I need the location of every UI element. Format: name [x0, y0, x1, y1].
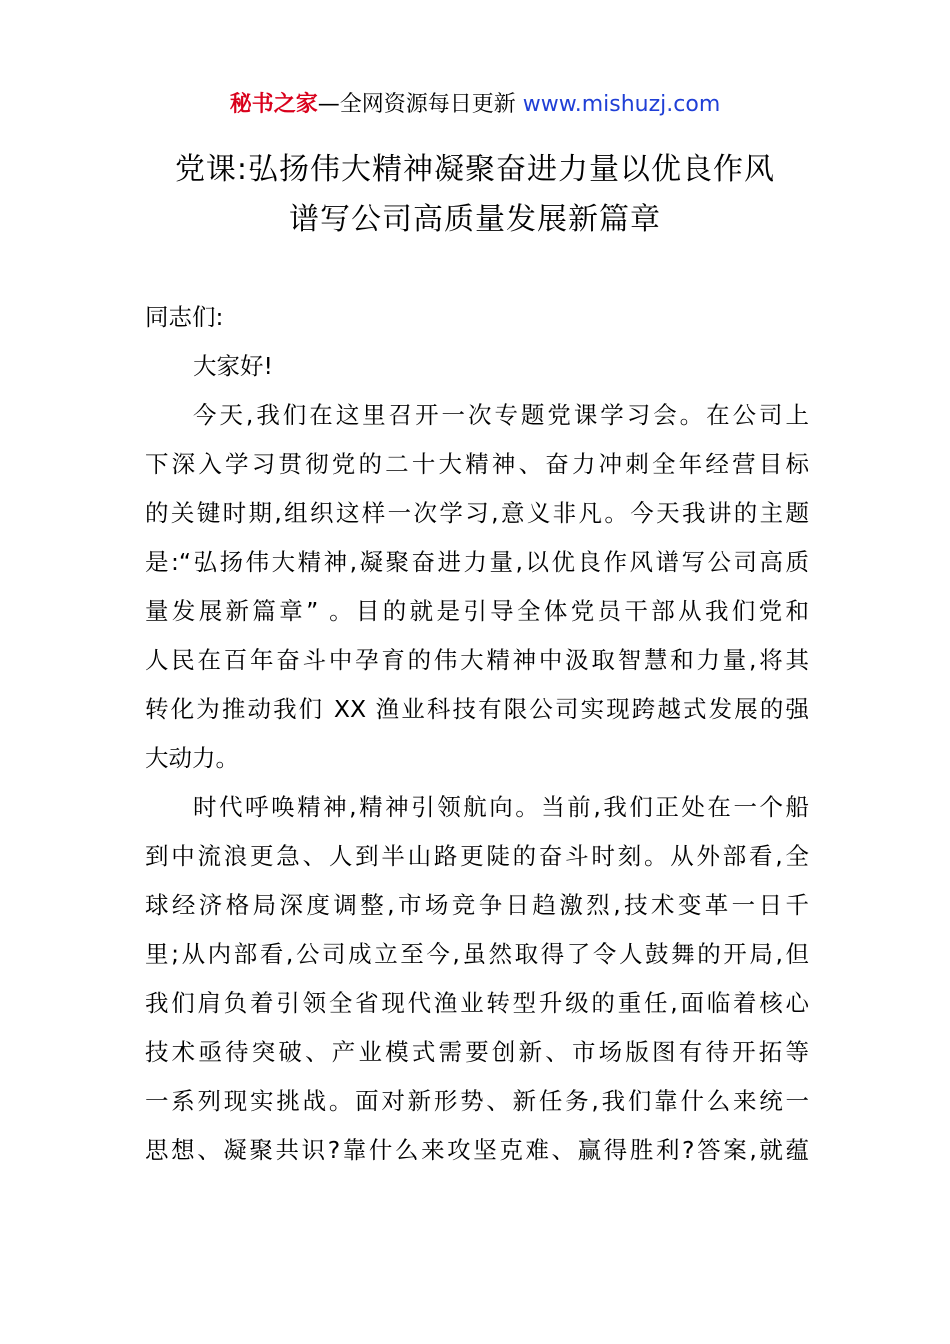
paragraph-line: 球经济格局深度调整,市场竞争日趋激烈,技术变革一日千 [145, 891, 809, 919]
paragraph-line: 到中流浪更急、人到半山路更陡的奋斗时刻。从外部看,全 [145, 842, 809, 870]
greeting: 大家好! [193, 352, 273, 380]
title-line-1: 党课:弘扬伟大精神凝聚奋进力量以优良作风 [174, 152, 776, 187]
paragraph-line: 技术亟待突破、产业模式需要创新、市场版图有待开拓等 [145, 1038, 809, 1066]
paragraph-line: 的关键时期,组织这样一次学习,意义非凡。今天我讲的主题 [145, 499, 809, 527]
salutation: 同志们: [145, 303, 224, 331]
document-title [0, 145, 950, 245]
paragraph-line: 里;从内部看,公司成立至今,虽然取得了令人鼓舞的开局,但 [145, 940, 809, 968]
header-slogan: —全网资源每日更新 [317, 92, 523, 117]
paragraph-line: 今天,我们在这里召开一次专题党课学习会。在公司上 [193, 401, 809, 429]
paragraph-line: 时代呼唤精神,精神引领航向。当前,我们正处在一个船 [193, 793, 809, 821]
brand-name: 秘书之家 [229, 92, 318, 117]
paragraph-line: 量发展新篇章” 。目的就是引导全体党员干部从我们党和 [145, 597, 809, 625]
website-link[interactable]: www.mishuzj.com [522, 92, 721, 117]
paragraph-line: 人民在百年奋斗中孕育的伟大精神中汲取智慧和力量,将其 [145, 646, 809, 674]
paragraph-line: 是:“弘扬伟大精神,凝聚奋进力量,以优良作风谱写公司高质 [145, 548, 809, 576]
paragraph-line: 思想、凝聚共识?靠什么来攻坚克难、赢得胜利?答案,就蕴 [145, 1136, 809, 1164]
title-line-2: 谱写公司高质量发展新篇章 [289, 202, 661, 237]
paragraph-line: 转化为推动我们 XX 渔业科技有限公司实现跨越式发展的强 [145, 695, 809, 723]
paragraph-line: 下深入学习贯彻党的二十大精神、奋力冲刺全年经营目标 [145, 450, 809, 478]
document-body [145, 293, 809, 1175]
paragraph-line: 我们肩负着引领全省现代渔业转型升级的重任,面临着核心 [145, 989, 809, 1017]
paragraph-line: 大动力。 [145, 744, 239, 772]
page-header [0, 88, 950, 122]
paragraph-line: 一系列现实挑战。面对新形势、新任务,我们靠什么来统一 [145, 1087, 809, 1115]
